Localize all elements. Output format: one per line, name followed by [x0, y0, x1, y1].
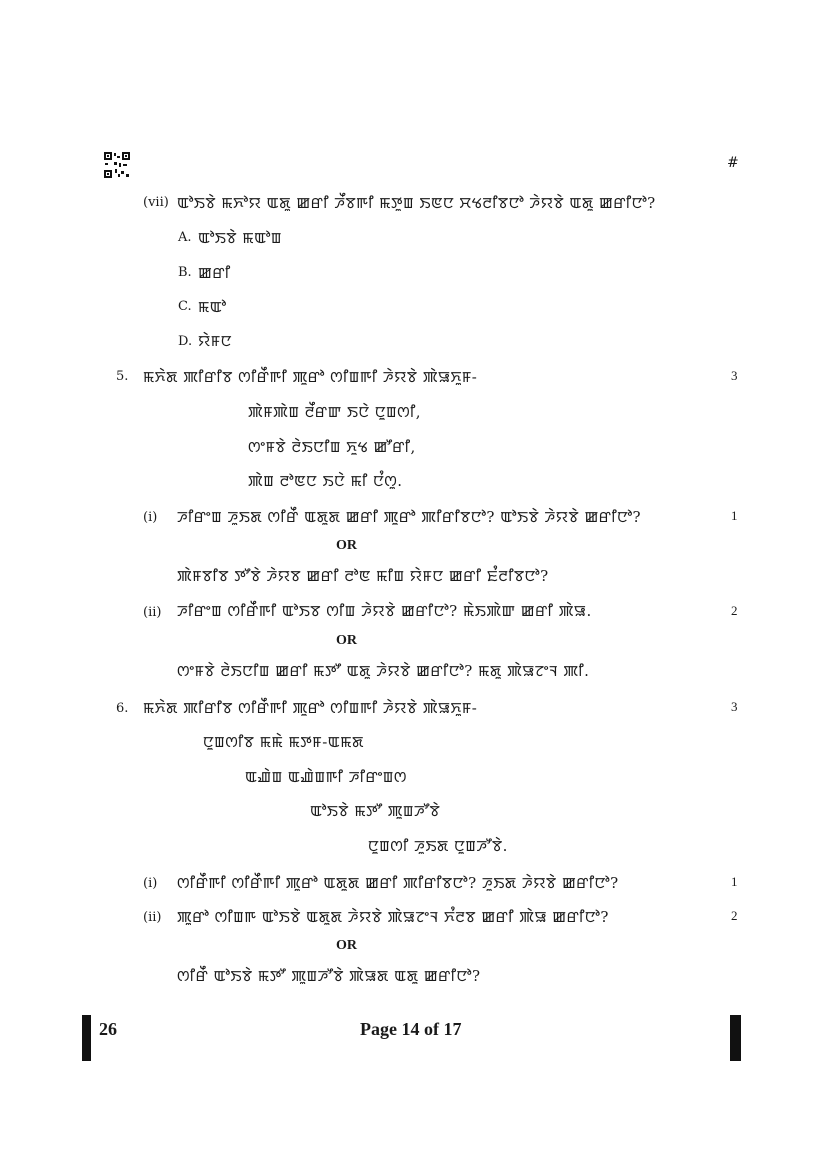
page-number: Page 14 of 17	[360, 1019, 462, 1039]
q6-ii-label: (ii)	[143, 910, 162, 925]
option-c-letter: C.	[178, 299, 192, 314]
page-hash-mark: #	[727, 155, 739, 171]
q5-i-alt-question: ꯄꯥꯝꯕꯤꯕ ꯇꯧꯕꯥ ꯍꯥꯌꯕ ꯀꯔꯤ ꯂꯣꯟ ꯃꯤꯡ ꯌꯥꯝꯅ ꯀꯔꯤ ꯐꯪꯂꯤꯕꯅꯣ?	[177, 567, 549, 585]
q5-poem-line-3: ꯄꯥꯡ ꯂꯣꯟꯅ ꯏꯅꯥ ꯃꯤ ꯅꯪꯁꯨ.	[248, 472, 403, 490]
qr-code-icon	[104, 152, 130, 178]
q5-ii-label: (ii)	[143, 605, 162, 620]
q5-ii-marks: 2	[731, 603, 738, 618]
q6-ii-marks: 2	[731, 908, 738, 923]
option-b-text: ꯀꯔꯤ	[198, 264, 231, 282]
q5-prompt: ꯃꯈꯥꯗ ꯄꯤꯔꯤꯕ ꯁꯤꯔꯩꯒꯤ ꯄꯨꯔꯣ ꯁꯤꯡꯒꯤ ꯍꯥꯌꯕꯥ ꯄꯥꯎꯈꯨꯝ-	[143, 368, 478, 386]
q5-i-question: ꯍꯤꯔꯦꯡ ꯍꯨꯏꯗ ꯁꯤꯔꯩ ꯑꯗꯨꯗ ꯀꯔꯤ ꯄꯨꯔꯣ ꯄꯤꯔꯤꯕꯅꯣ? ꯑꯣꯏꯕꯥ ꯍꯥꯌꯕꯥ ꯀꯔꯤꯅꯣ?	[177, 508, 642, 526]
q6-prompt: ꯃꯈꯥꯗ ꯄꯤꯔꯤꯕ ꯁꯤꯔꯩꯒꯤ ꯄꯨꯔꯣ ꯁꯤꯡꯒꯤ ꯍꯥꯌꯕꯥ ꯄꯥꯎꯈꯨꯝ-	[143, 699, 478, 717]
q5-ii-question: ꯍꯤꯔꯦꯡ ꯁꯤꯔꯩꯒꯤ ꯑꯣꯏꯕ ꯁꯤꯡ ꯍꯥꯌꯕꯥ ꯀꯔꯤꯅꯣ? ꯃꯥꯏꯄꯥꯛ ꯀꯔꯤ ꯄꯥꯎ.	[177, 602, 592, 620]
option-a-text: ꯑꯣꯏꯕꯥ ꯃꯑꯣꯡ	[198, 229, 282, 247]
q5-poem-line-2: ꯁꯦꯝꯕꯥ ꯂꯥꯏꯅꯤꯡ ꯈꯨꯠ ꯀꯧꯔꯤ,	[248, 438, 416, 456]
option-d-text: ꯌꯥꯝꯅ	[198, 332, 232, 350]
q5-i-label: (i)	[143, 510, 158, 525]
footer-right-bar	[730, 1015, 741, 1061]
q4-vii-question: ꯑꯣꯏꯕꯥ ꯃꯈꯣꯌ ꯑꯗꯨ ꯀꯔꯤ ꯍꯩꯕꯒꯤ ꯃꯇꯨꯡ ꯏꯟꯅ ꯆꯠꯂꯤꯕꯅꯣ ꯍꯥꯌꯕꯥ ꯑꯗꯨ ꯀꯔꯤꯅꯣ?	[177, 194, 656, 212]
q6-ii-or: OR	[336, 938, 357, 953]
q6-number: 6.	[116, 701, 129, 716]
q4-vii-label: (vii)	[143, 195, 169, 210]
q6-i-label: (i)	[143, 876, 158, 891]
q6-poem-line-3: ꯑꯣꯏꯕꯥ ꯃꯇꯧ ꯄꯨꯡꯍꯧꯕꯥ	[310, 802, 441, 820]
option-a-letter: A.	[178, 230, 192, 245]
q6-i-question: ꯁꯤꯔꯩꯒꯤ ꯁꯤꯔꯩꯒꯤ ꯄꯨꯔꯣ ꯑꯗꯨꯗ ꯀꯔꯤ ꯄꯤꯔꯤꯕꯅꯣ? ꯍꯨꯏꯗ ꯍꯥꯌꯕꯥ ꯀꯔꯤꯅꯣ?	[177, 874, 619, 892]
q5-i-or: OR	[336, 538, 357, 553]
q6-ii-alt-question: ꯁꯤꯔꯩ ꯑꯣꯏꯕꯥ ꯃꯇꯧ ꯄꯨꯡꯍꯧꯕꯥ ꯄꯥꯎꯗ ꯑꯗꯨ ꯀꯔꯤꯅꯣ?	[177, 967, 481, 985]
q5-ii-or: OR	[336, 633, 357, 648]
q5-i-marks: 1	[731, 508, 738, 523]
q5-ii-alt-question: ꯁꯦꯝꯕꯥ ꯂꯥꯏꯅꯤꯡ ꯀꯔꯤ ꯃꯇꯧ ꯑꯗꯨ ꯍꯥꯌꯕꯥ ꯀꯔꯤꯅꯣ? ꯃꯗꯨ ꯄꯥꯎꯖꯦꯜ ꯄꯤ.	[177, 662, 590, 680]
q5-number: 5.	[116, 369, 129, 384]
option-d-letter: D.	[178, 334, 193, 349]
q6-poem-line-2: ꯑꯉꯥꯡ ꯑꯉꯥꯡꯒꯤ ꯍꯤꯔꯦꯡꯁ	[245, 768, 407, 786]
option-b-letter: B.	[178, 265, 192, 280]
q6-poem-line-1: ꯅꯨꯡꯁꯤꯕ ꯃꯃꯥ ꯃꯇꯝ-ꯑꯃꯗ	[203, 733, 364, 751]
q6-i-marks: 1	[731, 874, 738, 889]
footer-number: 26	[99, 1019, 117, 1039]
option-c-text: ꯃꯑꯣ	[198, 298, 227, 316]
q5-poem-line-1: ꯄꯥꯝꯄꯥꯡ ꯂꯩꯔꯛ ꯏꯅꯥ ꯅꯨꯡꯁꯤ,	[248, 403, 421, 421]
footer-left-bar	[82, 1015, 91, 1061]
q5-marks: 3	[731, 368, 738, 383]
q6-marks: 3	[731, 699, 738, 714]
q6-poem-line-4: ꯅꯨꯡꯁꯤ ꯍꯨꯏꯗ ꯅꯨꯡꯍꯧꯕꯥ.	[368, 837, 508, 855]
q6-ii-question: ꯄꯨꯔꯣ ꯁꯤꯡꯒ ꯑꯣꯏꯕꯥ ꯑꯗꯨꯗ ꯍꯥꯌꯕꯥ ꯄꯥꯎꯖꯦꯜ ꯈꯪꯂꯕ ꯀꯔꯤ ꯄꯥꯎ ꯀꯔꯤꯅꯣ?	[177, 908, 609, 926]
